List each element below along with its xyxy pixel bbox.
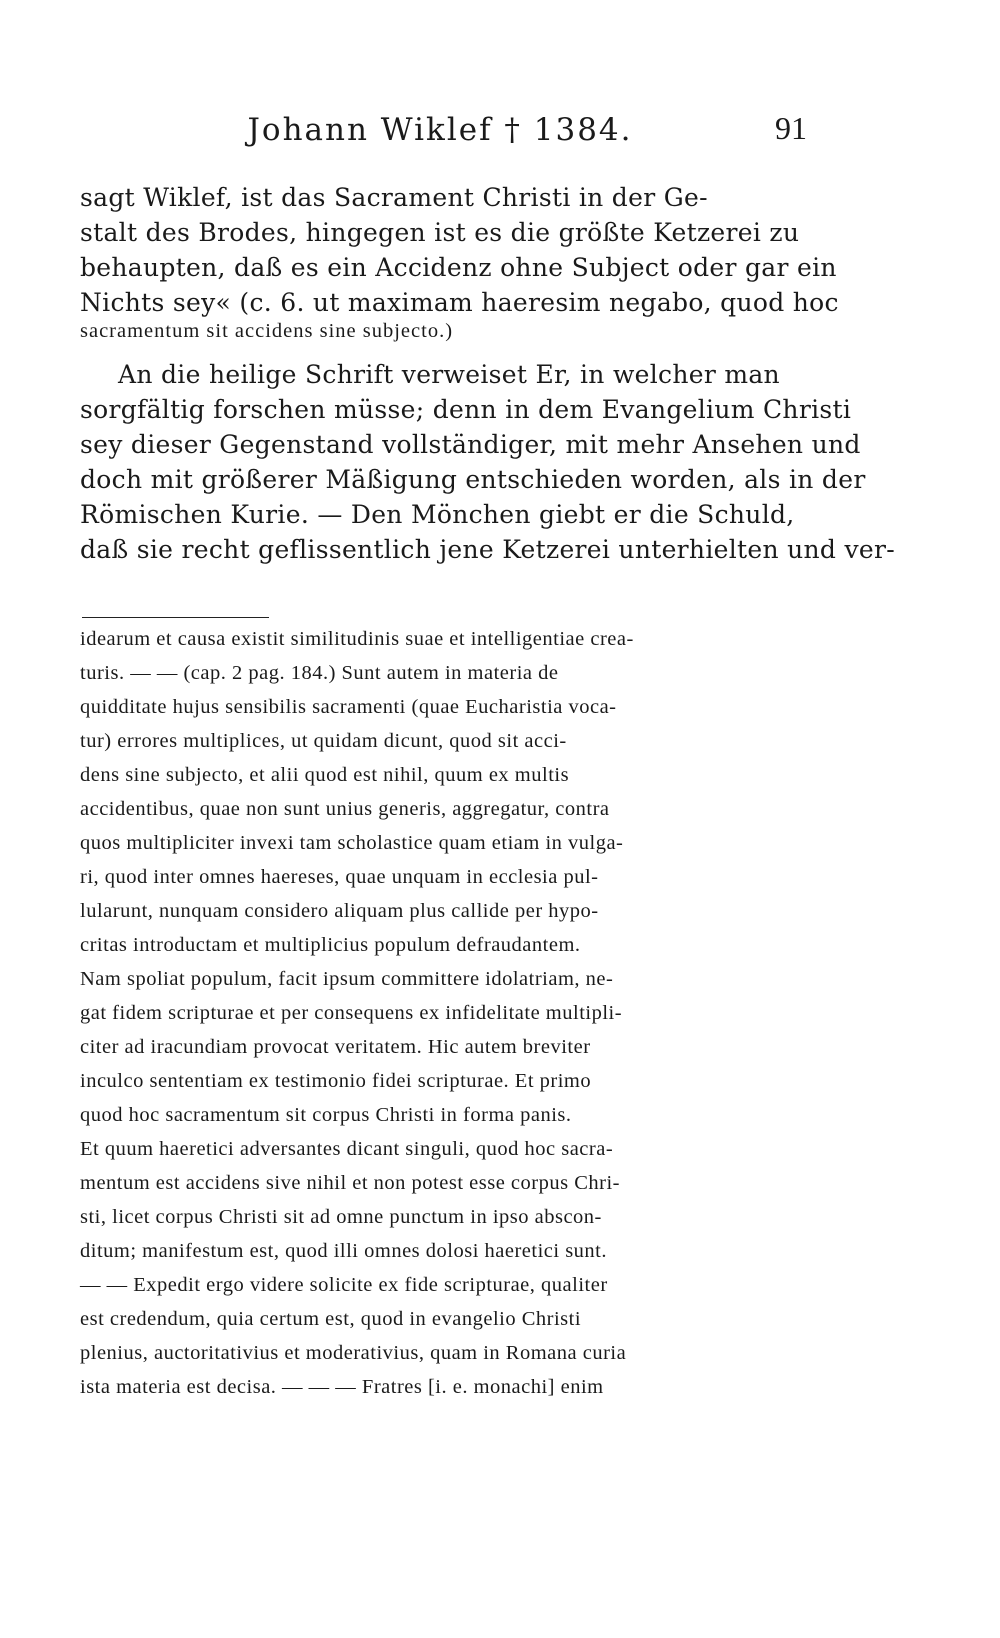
main-text-line: sey dieser Gegenstand vollständiger, mit mehr Ansehen und xyxy=(80,430,861,459)
footnote-line: sti, licet corpus Christi sit ad omne punctum in ipso abscon- xyxy=(80,1206,602,1228)
footnote-line: est credendum, quia certum est, quod in evangelio Christi xyxy=(80,1308,582,1330)
main-text-line: sorgfältig forschen müsse; denn in dem Evangelium Christi xyxy=(80,395,852,424)
footnote-line: tur) errores multiplices, ut quidam dicunt, quod sit acci- xyxy=(80,730,567,752)
footnote-line: idearum et causa existit similitudinis suae et intelligentiae crea- xyxy=(80,628,634,650)
main-text-line: An die heilige Schrift verweiset Er, in welcher man xyxy=(118,360,780,389)
footnote-line: gat fidem scripturae et per consequens ex infidelitate multipli- xyxy=(80,1002,623,1024)
main-text-line: sagt Wiklef, ist das Sacrament Christi in der Ge- xyxy=(80,183,708,212)
footnote-line: plenius, auctoritativius et moderativius, quam in Romana curia xyxy=(80,1342,627,1364)
footnote-line: critas introductam et multiplicius populum defraudantem. xyxy=(80,934,581,956)
main-text-line: Nichts sey« (c. 6. ut maximam haeresim negabo, quod hoc xyxy=(80,288,839,317)
main-text-line: stalt des Brodes, hingegen ist es die größte Ketzerei zu xyxy=(80,218,800,247)
footnote-line: Et quum haeretici adversantes dicant singuli, quod hoc sacra- xyxy=(80,1138,614,1160)
main-text-line: doch mit größerer Mäßigung entschieden worden, als in der xyxy=(80,465,866,494)
footnote-line: quod hoc sacramentum sit corpus Christi in forma panis. xyxy=(80,1104,572,1126)
footnote-line: dens sine subjecto, et alii quod est nihil, quum ex multis xyxy=(80,764,570,786)
footnote-line: inculco sententiam ex testimonio fidei scripturae. Et primo xyxy=(80,1070,592,1092)
footnote-line: lularunt, nunquam considero aliquam plus callide per hypo- xyxy=(80,900,599,922)
footnote-line: Nam spoliat populum, facit ipsum committere idolatriam, ne- xyxy=(80,968,614,990)
footnote-line: quidditate hujus sensibilis sacramenti (quae Eucharistia voca- xyxy=(80,696,617,718)
footnote-separator xyxy=(82,617,269,618)
main-text-line: sacramentum sit accidens sine subjecto.) xyxy=(80,320,454,342)
footnote-line: citer ad iracundiam provocat veritatem. Hic autem breviter xyxy=(80,1036,591,1058)
main-text-line: behaupten, daß es ein Accidenz ohne Subject oder gar ein xyxy=(80,253,837,282)
main-text-line: Römischen Kurie. — Den Mönchen giebt er die Schuld, xyxy=(80,500,795,529)
footnote-line: accidentibus, quae non sunt unius generis, aggregatur, contra xyxy=(80,798,610,820)
main-text-line: daß sie recht geflissentlich jene Ketzerei unterhielten und ver- xyxy=(80,535,895,564)
footnote-line: turis. — — (cap. 2 pag. 184.) Sunt autem in materia de xyxy=(80,662,559,684)
footnote-line: ista materia est decisa. — — — Fratres [i. e. monachi] enim xyxy=(80,1376,604,1398)
footnote-line: mentum est accidens sive nihil et non potest esse corpus Chri- xyxy=(80,1172,620,1194)
footnote-line: ditum; manifestum est, quod illi omnes dolosi haeretici sunt. xyxy=(80,1240,607,1262)
running-title: Johann Wiklef † 1384. xyxy=(247,112,633,148)
page-number: 91 xyxy=(775,110,807,146)
footnote-line: quos multipliciter invexi tam scholastice quam etiam in vulga- xyxy=(80,832,624,854)
footnote-line: — — Expedit ergo videre solicite ex fide scripturae, qualiter xyxy=(80,1274,608,1296)
footnote-line: ri, quod inter omnes haereses, quae unquam in ecclesia pul- xyxy=(80,866,599,888)
